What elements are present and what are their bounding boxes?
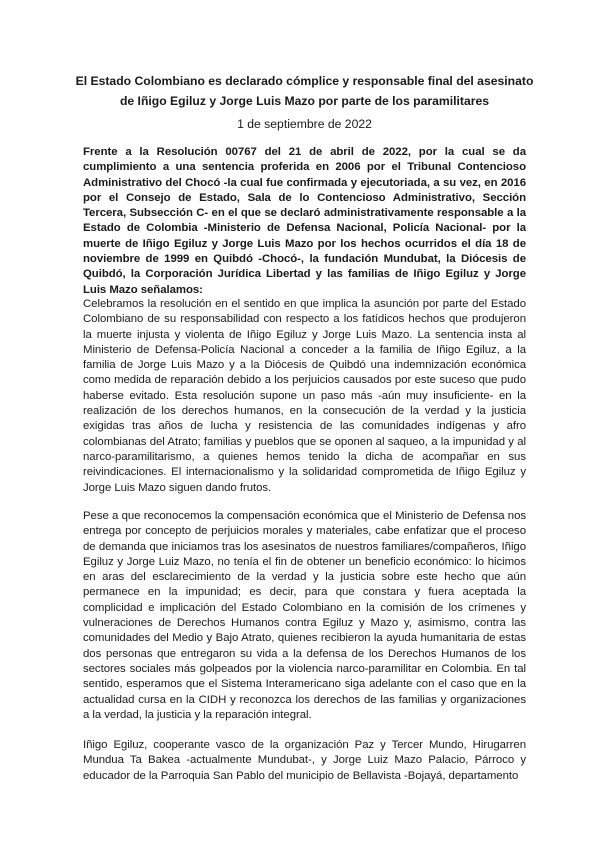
paragraph-celebration: Celebramos la resolución en el sentido en que implica la asunción por parte del Estado Colombiano de su responsabilidad con respecto a los fatídicos hechos que produjeron la muerte injusta y violenta de Iñigo Egiluz y Jorge Luis Mazo. La sentencia insta al Ministerio de Defensa-Policía Nacional a conceder a la familia de Iñigo Egiluz, a la familia de Jorge Luis Mazo y a la Diócesis de Quibdó una indemnización económica como medida de reparación debido a los perjuicios causados por este suceso que pudo haberse evitado. Esta resolución supone un paso más -aún muy insuficiente- en la realización de los derechos humanos, en la consecución de la verdad y la justicia exigidas tras años de lucha y resistencia de las comunidades indígenas y afro colombianas del Atrato; familias y pueblos que se oponen al saqueo, a la impunidad y al narco-paramilitarismo, a quienes hemos tenido la dicha de acompañar en sus reivindicaciones. El internacionalismo y la solidaridad comprometida de Iñigo Egiluz y Jorge Luis Mazo siguen dando frutos. (83, 298, 526, 494)
document-title: El Estado Colombiano es declarado cómplice y responsable final del asesinato de Iñigo Egiluz y Jorge Luis Mazo por parte de los paramilitares (75, 74, 534, 108)
paragraph-compensation: Pese a que reconocemos la compensación económica que el Ministerio de Defensa nos entrega por concepto de perjuicios morales y materiales, cabe enfatizar que el proceso de demanda que iniciamos tras los asesinatos de nuestros familiares/compañeros, Iñigo Egiluz y Jorge Luiz Mazo, no tenía el fin de obtener un beneficio económico: lo hicimos en aras del esclarecimiento de la verdad y la justicia sobre este hecho que aún permanece en la impunidad; es decir, para que constara y fuera aceptada la complicidad e implicación del Estado Colombiano en la comisión de los crímenes y vulneraciones de Derechos Humanos contra Egiluz y Mazo y, asimismo, contra las comunidades del Medio y Bajo Atrato, quienes recibieron la ayuda humanitaria de estas dos personas que entregaron su vida a la defensa de los Derechos Humanos de los sectores sociales más golpeados por la violencia narco-paramilitar en Colombia. En tal sentido, esperamos que el Sistema Interamericano siga adelante con el caso que en la actualidad cursa en la CIDH y reconozca los derechos de las familias y organizaciones a la verdad, la justicia y la reparación integral. (83, 510, 526, 721)
paragraph-intro: Frente a la Resolución 00767 del 21 de abril de 2022, por la cual se da cumplimiento a una sentencia proferida en 2006 por el Tribunal Contencioso Administrativo del Chocó -la cual fue confirmada y ejecutoriada, a su vez, en 2016 por el Consejo de Estado, Sala de lo Contencioso Administrativo, Sección Tercera, Subsección C- en el que se declaró administrativamente responsable a la Estado de Colombia -Ministerio de Defensa Nacional, Policía Nacional- por la muerte de Iñigo Egiluz y Jorge Luis Mazo por los hechos ocurridos el día 18 de noviembre de 1999 en Quibdó -Chocó-, la fundación Mundubat, la Diócesis de Quibdó, la Corporación Jurídica Libertad y las familias de Iñigo Egiluz y Jorge Luis Mazo señalamos: (83, 146, 526, 296)
paragraph-background: Iñigo Egiluz, cooperante vasco de la organización Paz y Tercer Mundo, Hirugarren Mundua Ta Bakea -actualmente Mundubat-, y Jorge Luiz Mazo Palacio, Párroco y educador de la Parroquia San Pablo del municipio de Bellavista -Bojayá, departamento (83, 739, 526, 782)
document-date: 1 de septiembre de 2022 (237, 117, 372, 131)
